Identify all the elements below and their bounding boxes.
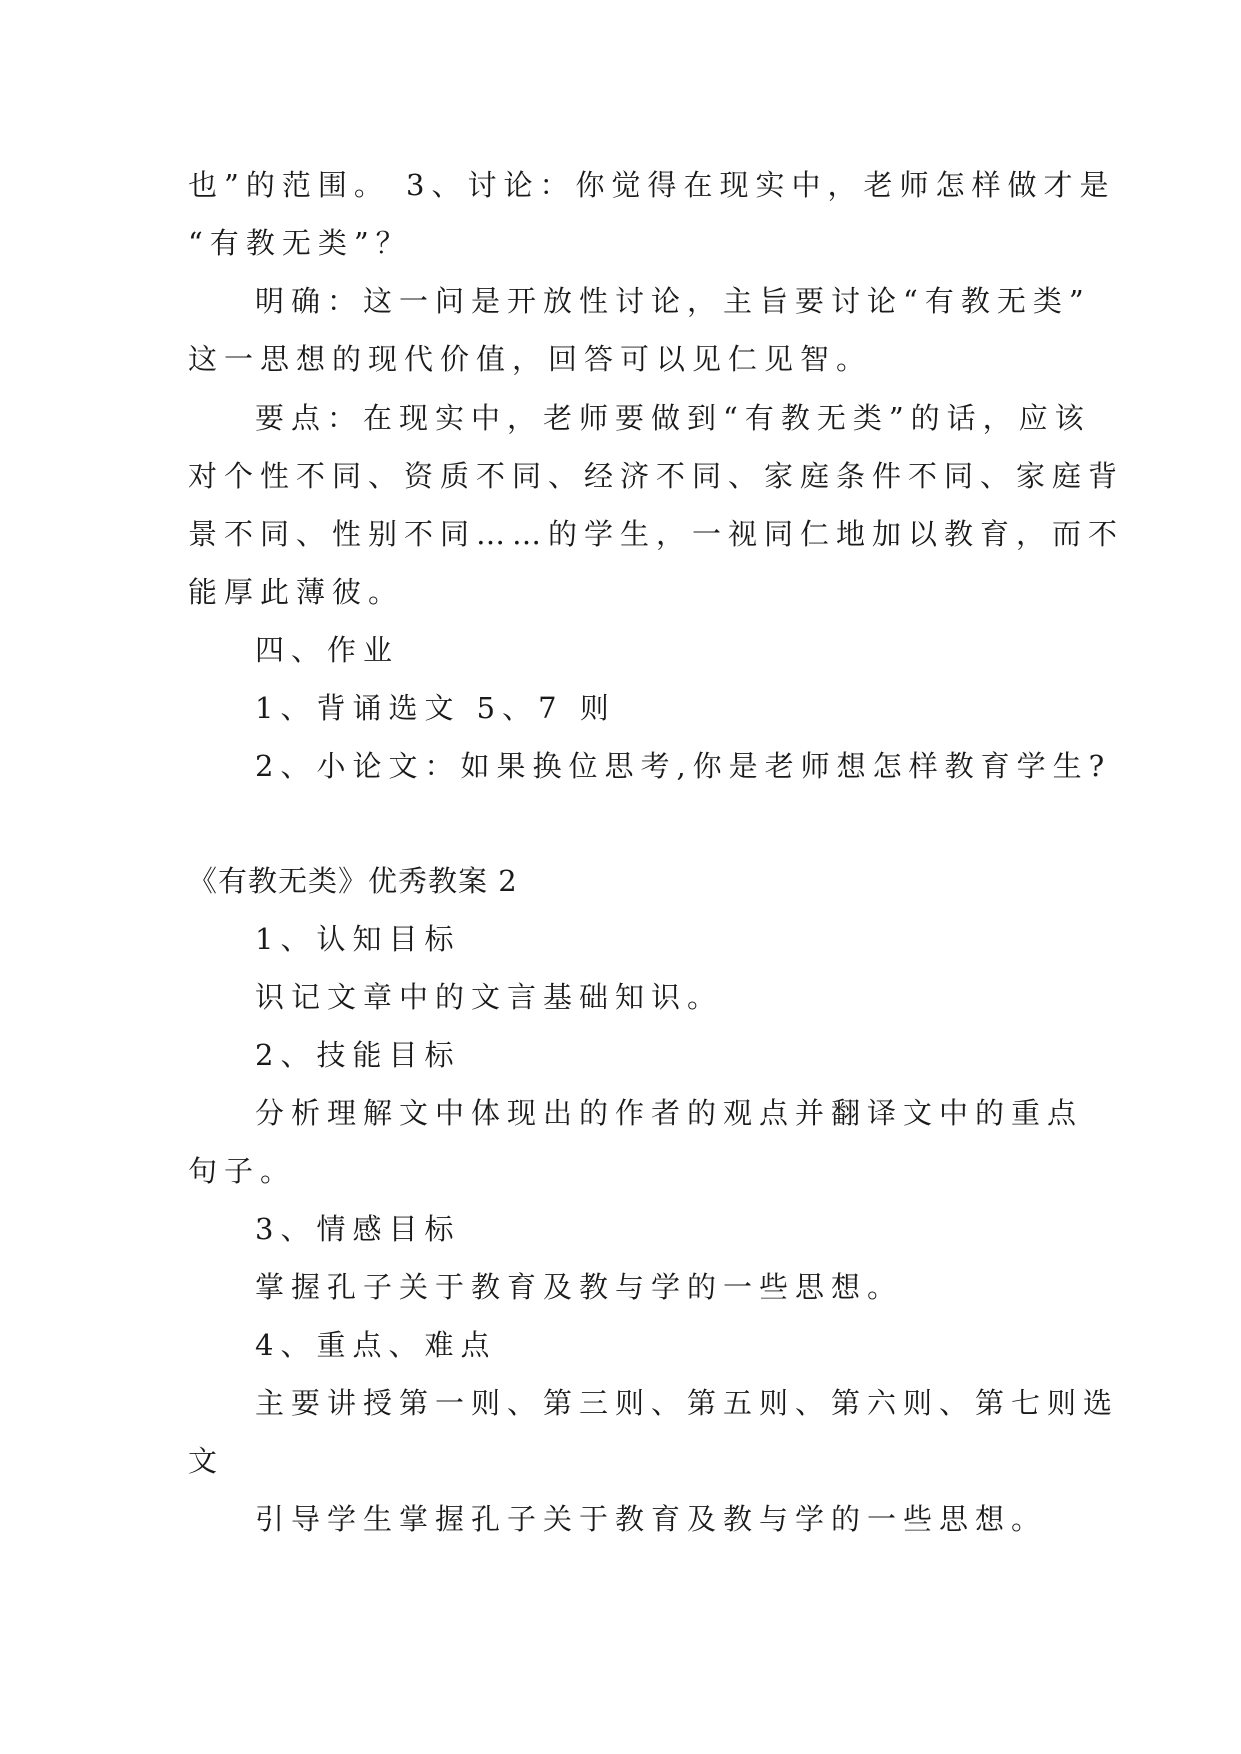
section-heading: 1、认知目标 [255,922,461,956]
paragraph-line: 主要讲授第一则、第三则、第五则、第六则、第七则选 [255,1386,1120,1420]
paragraph-line: “有教无类”？ [188,226,412,260]
section-heading: 4、重点、难点 [255,1328,497,1362]
paragraph-line: 景不同、性别不同……的学生，一视同仁地加以教育，而不 [188,517,1125,551]
section-heading: 3、情感目标 [255,1212,461,1246]
paragraph-line: 识记文章中的文言基础知识。 [255,980,724,1014]
list-item: 1、背诵选文 5、7 则 [255,691,616,725]
paragraph-line: 文 [188,1444,225,1478]
paragraph-line: 这一思想的现代价值，回答可以见仁见智。 [188,342,873,376]
paragraph-line: 也”的范围。 3、讨论：你觉得在现实中，老师怎样做才是 [188,168,1116,202]
paragraph-line: 分析理解文中体现出的作者的观点并翻译文中的重点 [255,1096,1084,1130]
paragraph-line: 句子。 [188,1154,297,1188]
paragraph-line: 明确：这一问是开放性讨论，主旨要讨论“有教无类” [255,284,1091,318]
section-heading: 2、技能目标 [255,1038,461,1072]
paragraph-line: 对个性不同、资质不同、经济不同、家庭条件不同、家庭背 [188,459,1125,493]
paragraph-line: 要点：在现实中，老师要做到“有教无类”的话，应该 [255,401,1091,435]
list-item: 2、小论文：如果换位思考,你是老师想怎样教育学生? [255,749,1112,783]
document-title: 《有教无类》优秀教案 2 [188,864,518,898]
paragraph-line: 能厚此薄彼。 [188,575,405,609]
paragraph-line: 掌握孔子关于教育及教与学的一些思想。 [255,1270,904,1304]
paragraph-line: 引导学生掌握孔子关于教育及教与学的一些思想。 [255,1502,1048,1536]
section-heading: 四、作业 [255,633,400,667]
